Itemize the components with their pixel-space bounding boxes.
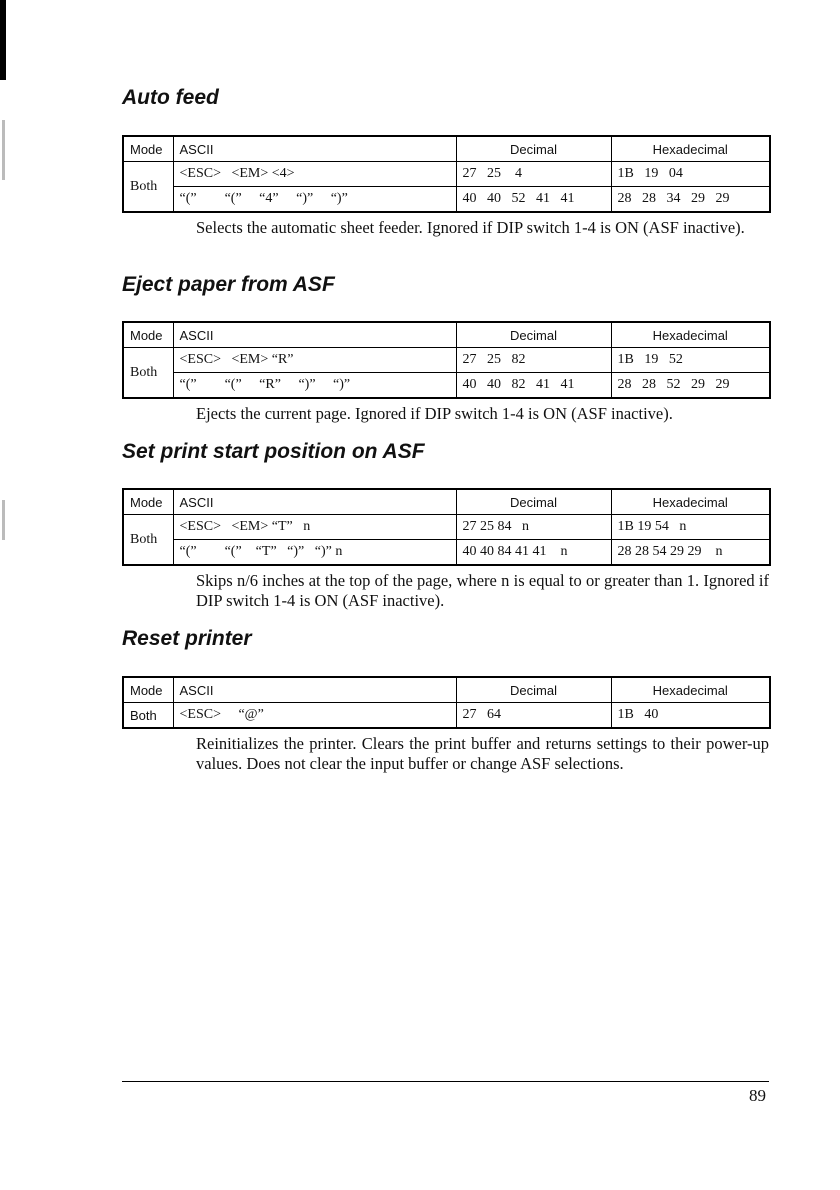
hex-cell: 1B 19 04 — [611, 162, 770, 187]
footer-rule — [122, 1081, 769, 1082]
section-title-print-start: Set print start position on ASF — [122, 440, 425, 463]
decimal-header: Decimal — [456, 677, 611, 703]
mode-cell: Both — [123, 162, 173, 213]
section-description: Ejects the current page. Ignored if DIP switch 1-4 is ON (ASF inactive). — [196, 404, 673, 423]
command-table-print-start — [122, 488, 771, 566]
hex-cell: 28 28 52 29 29 — [611, 373, 770, 399]
binding-edge — [0, 0, 6, 80]
section-title-auto-feed: Auto feed — [122, 86, 219, 109]
mode-cell: Both — [123, 348, 173, 399]
mode-cell: Both — [123, 515, 173, 566]
ascii-header: ASCII — [173, 677, 456, 703]
table-header-row — [123, 322, 770, 348]
decimal-cell: 27 25 82 — [456, 348, 611, 373]
scan-artifact — [2, 500, 5, 540]
decimal-cell: 40 40 52 41 41 — [456, 187, 611, 213]
table-row — [123, 187, 770, 213]
page-number: 89 — [749, 1086, 766, 1105]
table-row — [123, 515, 770, 540]
table-row — [123, 540, 770, 566]
table-row — [123, 348, 770, 373]
mode-header: Mode — [123, 489, 173, 515]
ascii-cell: <ESC> <EM> <4> — [173, 162, 456, 187]
ascii-cell: “(” “(” “T” “)” “)” n — [173, 540, 456, 566]
hex-cell: 1B 19 52 — [611, 348, 770, 373]
decimal-cell: 40 40 84 41 41 n — [456, 540, 611, 566]
ascii-header: ASCII — [173, 136, 456, 162]
hex-header: Hexadecimal — [611, 322, 770, 348]
hex-header: Hexadecimal — [611, 489, 770, 515]
hex-header: Hexadecimal — [611, 677, 770, 703]
section-description: Reinitializes the printer. Clears the print buffer and returns settings to their power-up values. Does not clear the input buffer or change ASF selections. — [196, 734, 769, 773]
command-table-reset-printer — [122, 676, 771, 729]
table-header-row — [123, 677, 770, 703]
ascii-header: ASCII — [173, 489, 456, 515]
mode-header: Mode — [123, 677, 173, 703]
scan-artifact — [2, 120, 5, 180]
hex-cell: 1B 40 — [611, 703, 770, 729]
decimal-cell: 27 25 84 n — [456, 515, 611, 540]
hex-cell: 28 28 34 29 29 — [611, 187, 770, 213]
hex-header: Hexadecimal — [611, 136, 770, 162]
hex-cell: 28 28 54 29 29 n — [611, 540, 770, 566]
decimal-header: Decimal — [456, 322, 611, 348]
section-description: Selects the automatic sheet feeder. Ignored if DIP switch 1-4 is ON (ASF inactive). — [196, 218, 745, 237]
mode-header: Mode — [123, 136, 173, 162]
decimal-cell: 40 40 82 41 41 — [456, 373, 611, 399]
table-header-row — [123, 136, 770, 162]
ascii-cell: “(” “(” “R” “)” “)” — [173, 373, 456, 399]
section-title-eject-paper: Eject paper from ASF — [122, 273, 335, 296]
mode-header: Mode — [123, 322, 173, 348]
ascii-cell: <ESC> <EM> “R” — [173, 348, 456, 373]
table-row — [123, 162, 770, 187]
hex-cell: 1B 19 54 n — [611, 515, 770, 540]
table-header-row — [123, 489, 770, 515]
decimal-cell: 27 64 — [456, 703, 611, 729]
command-table-auto-feed — [122, 135, 771, 213]
table-row — [123, 373, 770, 399]
decimal-header: Decimal — [456, 489, 611, 515]
decimal-header: Decimal — [456, 136, 611, 162]
ascii-cell: <ESC> “@” — [173, 703, 456, 729]
command-table-eject-paper — [122, 321, 771, 399]
mode-cell: Both — [123, 703, 173, 729]
ascii-header: ASCII — [173, 322, 456, 348]
ascii-cell: “(” “(” “4” “)” “)” — [173, 187, 456, 213]
section-title-reset-printer: Reset printer — [122, 627, 252, 650]
decimal-cell: 27 25 4 — [456, 162, 611, 187]
section-description: Skips n/6 inches at the top of the page, where n is equal to or greater than 1. Ignored if DIP switch 1-4 is ON (ASF inactive). — [196, 571, 769, 610]
table-row — [123, 703, 770, 729]
ascii-cell: <ESC> <EM> “T” n — [173, 515, 456, 540]
